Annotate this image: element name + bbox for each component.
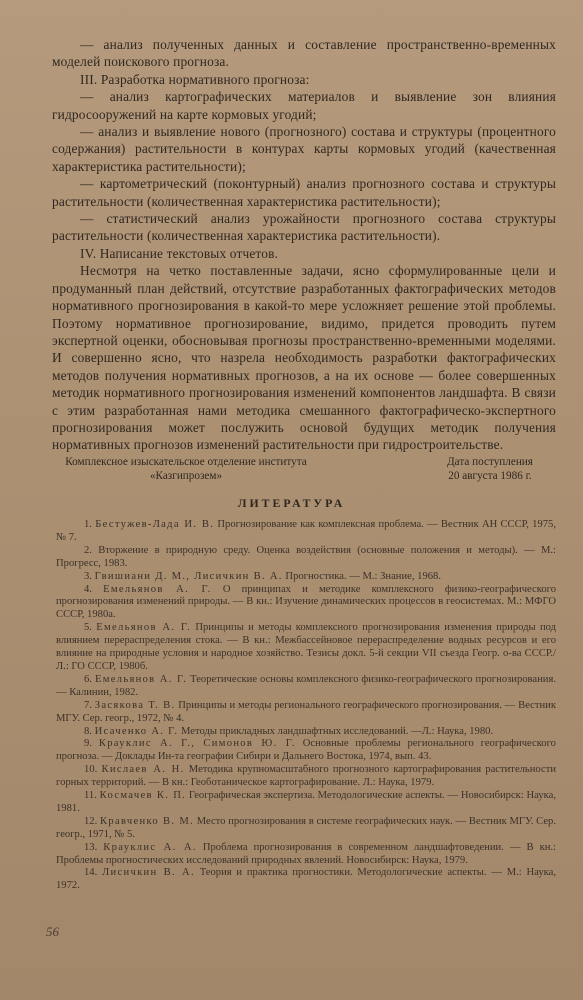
reference-text: Принципы и методы регионального географического прогнозирования. — Вестник МГУ. Сер. геогр., 1972, № 4. [56,699,556,724]
reference-number: 12. [84,815,98,827]
reference-author: Емельянов А. Г. [94,673,188,685]
reference-text: Прогностика. — М.: Знание, 1968. [285,570,441,582]
reference-item [56,700,556,726]
reference-author: Кравченко В. М. [99,815,194,827]
reference-item [56,519,556,545]
reference-item [56,790,556,816]
reference-number: 4. [84,583,92,595]
reference-author: Космачев К. П. [99,790,187,802]
page-number: 56 [46,924,59,939]
reference-number: 1. [84,519,92,530]
reference-author: Исаченко А. Г. [94,725,179,737]
reference-number: 14. [84,867,98,879]
reference-text: Теоретические основы комплексного физико-географического прогнозирования. — Калинин, 1982. [56,673,556,698]
received-label: Дата поступления [447,456,533,468]
reference-item [56,726,556,739]
reference-item [56,584,556,623]
reference-list [56,519,556,893]
reference-author: Емельянов А. Г. [96,622,192,634]
reference-item [56,816,556,842]
reference-item [56,571,556,584]
reference-text: Проблема прогнозирования в современном ландшафтоведении. — В кн.: Проблемы прогностических исследований природных явлений. Новосибирск: Наука, 1979. [56,841,556,866]
reference-number: 3. [84,570,92,582]
reference-item [56,622,556,674]
reference-item [56,674,556,700]
reference-number: 9. [84,738,92,750]
reference-item [56,764,556,790]
paragraph: — картометрический (поконтурный) анализ прогнозного состава и структуры растительности (количественная характеристика растительности); [52,176,556,209]
reference-author: Лисичкин В. А. [102,867,195,879]
reference-author: Засякова Т. В. [94,699,176,711]
reference-number: 10. [84,764,98,776]
reference-text: Место прогнозирования в системе географических наук. — Вестник МГУ. Сер. геогр., 1971, № 5. [56,815,556,840]
reference-text: Географическая экспертиза. Методологические аспекты. — Новосибирск: Наука, 1981. [56,790,556,814]
reference-item [56,842,556,868]
paragraph: — анализ полученных данных и составление пространственно-временных моделей поискового прогноза. [52,37,556,70]
reference-number: 7. [84,699,92,711]
reference-author: Крауклис А. Г., Симонов Ю. Г. [98,738,296,750]
reference-number: 8. [84,725,92,737]
reference-item [56,867,556,893]
institution-note: Комплексное изыскательское отделение института «Казгипрозем» [65,456,307,482]
paragraph: — анализ картографических материалов и выявление зон влияния гидросооружений на карте кормовых угодий; [52,89,556,122]
reference-author: Гвишиани Д. М., Лисичкин В. А. [94,570,283,582]
reference-item [56,545,556,571]
paragraph: Несмотря на четко поставленные задачи, ясно сформулированные цели и продуманный план действий, отсутствие разработанных фактографических методов нормативного прогнозирования в какой-то мере усложняет решение этой проблемы. Поэтому нормативное прогнозирование, видимо, придется проводить путем экспертной оценки, обосновывая прогнозы пространственно-временными моделями. И совершенно ясно, что назрела необходимость разработки фактографических методов получения нормативных прогнозов, а на их основе — более совершенных методик нормативного прогнозирования изменений компонентов ландшафта. В связи с этим разработанная нами методика смешанного фактографическо-экспертного прогнозирования может послужить основой будущих методик получения нормативных прогнозов изменений растительности при гидростроительстве. [52,263,556,453]
reference-number: 5. [84,622,92,634]
received-date: 20 августа 1986 г. [448,469,532,482]
reference-text: Основные проблемы регионального географического прогноза. — Доклады Ин-та географии Сибири и Дальнего Востока, 1974, вып. 43. [56,738,556,763]
reference-number: 6. [84,673,92,685]
reference-author: Бестужев-Лада И. В. [95,519,215,530]
section-heading: III. Разработка нормативного прогноза: [80,71,310,87]
reference-text: Методика крупномасштабного прогнозного картографирования растительности горных территорий. — В кн.: Геоботаническое картографирование. Л.: Наука, 1979. [56,764,556,789]
reference-text: Методы прикладных ландшафтных исследований. —Л.: Наука, 1980. [181,725,494,737]
reference-author: Кислаев А. Н. [101,764,185,776]
reference-text: О принципах и методике комплексного физико-географического прогнозирования изменений природы. — В кн.: Изучение динамических процессов в геосистемах. М.: МФГО СССР, 1980а. [56,583,556,621]
reference-number: 13. [84,841,98,853]
section-heading: IV. Написание текстовых отчетов. [80,245,279,261]
received-note [420,456,560,483]
literature-heading: ЛИТЕРАТУРА [237,496,346,510]
reference-text: Прогнозирование как комплексная проблема. — Вестник АН СССР, 1975, № 7. [56,519,556,543]
reference-author: Крауклис А. А. [103,841,197,853]
reference-number: 2. [84,544,92,556]
reference-text: Теория и практика прогностики. Методологические аспекты. — М.: Наука, 1972. [56,867,556,892]
reference-item [56,738,556,764]
reference-number: 11. [84,790,97,802]
body-text [52,36,556,454]
reference-text: Вторжение в природную среду. Оценка воздействия (основные положения и методы). — М.: Прогресс, 1983. [56,544,556,569]
paragraph: — анализ и выявление нового (прогнозного) состава и структуры (процентного содержания) растительности в контурах карты кормовых угодий (качественная характеристика растительности); [52,124,556,174]
reference-text: Принципы и методы комплексного прогнозирования изменения природы под влиянием перераспределения стока. — В кн.: Межбассейновое перераспределение водных ресурсов и его влияние на природные условия и народное хозяйство. Тезисы докл. 5-й секции VII съезда Геогр. о-ва СССР./Л.: ГО СССР, 1980б. [56,622,556,672]
reference-author: Емельянов А. Г. [103,583,212,595]
paragraph: — статистический анализ урожайности прогнозного состава структуры растительности (количественная характеристика растительности). [52,211,556,244]
